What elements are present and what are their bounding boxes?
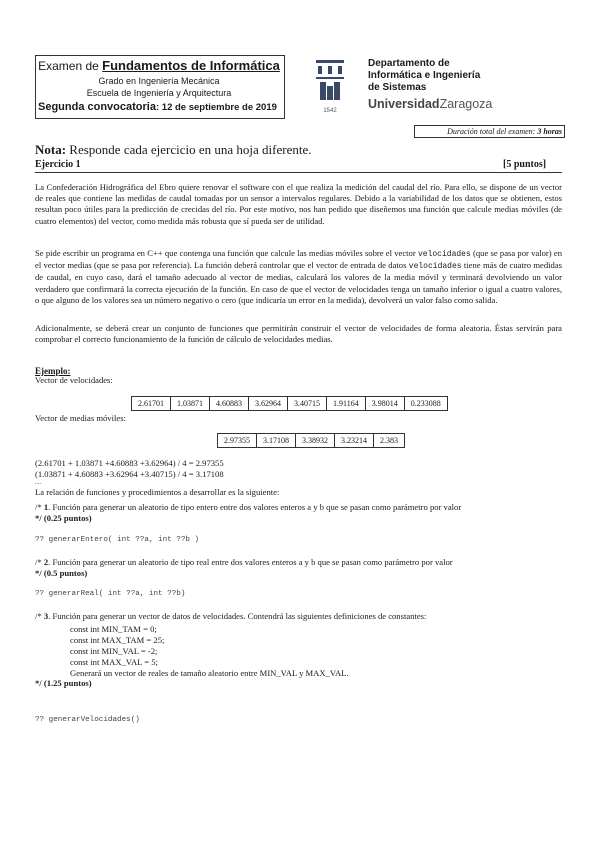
duration-box: [414, 125, 565, 138]
convocatoria-date: : 12 de septiembre de 2019: [155, 102, 277, 113]
table-cell: 2.383: [374, 434, 405, 448]
ellipsis: ....: [35, 480, 41, 486]
table-cell: 3.98014: [365, 397, 404, 411]
comment-open: /*: [35, 611, 44, 621]
department-line: de Sistemas: [368, 82, 427, 93]
medias-table: [217, 433, 405, 448]
function-1-prototype: ?? generarEntero( int ??a, int ??b ): [35, 536, 200, 544]
comment-open: /*: [35, 557, 44, 567]
department-name: [368, 58, 480, 94]
duration-label: Duración total del examen:: [447, 127, 538, 136]
exercise-title: Ejercicio 1: [35, 159, 81, 170]
function-2-prototype: ?? generarReal( int ??a, int ??b): [35, 590, 186, 598]
table-cell: 3.38932: [296, 434, 335, 448]
function-3-description: [35, 611, 562, 622]
function-number: 2: [43, 557, 49, 567]
table-cell: 2.97355: [218, 434, 257, 448]
convocatoria: [38, 101, 283, 113]
table-cell: 3.40715: [288, 397, 327, 411]
table-cell: 4.60883: [210, 397, 249, 411]
exercise-points: [5 puntos]: [503, 159, 547, 170]
paragraph-intro: La Confederación Hidrográfica del Ebro quiere renovar el software con el que realiza la medición del caudal del río. Para ello, se dispone de un vector de reales que contiene las medidas de caudal tomadas por un sensor a intervalos regulares. Debido a la variabilidad de los datos que se obtienen, estos resultan poco útiles para la predicción de crecidas del río. Por este motivo, nos han pedido que diseñemos una función que calcule medias móviles (de cuatro elementos) del vector, como medida más robusta que sí pueda ser de utilidad.: [35, 182, 562, 226]
table-cell: 0.233088: [404, 397, 447, 411]
table-row: [132, 397, 448, 411]
department-line: Informática e Ingeniería: [368, 70, 481, 81]
paragraph-task: [35, 248, 562, 306]
paragraph-additional: Adicionalmente, se deberá crear un conjunto de funciones que permitirán construir el vector de velocidades de forma aleatoria. Éstas servirán para comprobar el correcto funcionamiento de la función de cálculo de velocidades medias.: [35, 323, 562, 345]
university-name-light: Zaragoza: [439, 97, 493, 111]
function-number: 3: [43, 611, 49, 621]
function-2-description: [35, 557, 562, 579]
table-cell: 1.03871: [171, 397, 210, 411]
university-name-bold: Universidad: [368, 97, 440, 111]
function-text: . Función para generar un vector de datos de velocidades. Contendrá las siguientes definiciones de constantes:: [48, 611, 427, 621]
calculation-line: (2.61701 + 1.03871 +4.60883 +3.62964) / 4 = 2.97355: [35, 458, 224, 468]
note-label: Nota:: [35, 142, 67, 157]
divider: [35, 172, 562, 173]
constant-definition: const int MAX_TAM = 25;: [70, 635, 165, 645]
function-points: */ (1.25 puntos): [35, 678, 92, 688]
department-line: Departamento de: [368, 58, 450, 69]
function-points: */ (0.5 puntos): [35, 568, 88, 578]
table-row: [218, 434, 405, 448]
functions-intro: La relación de funciones y procedimientos a desarrollar es la siguiente:: [35, 487, 280, 497]
convocatoria-label: Segunda convocatoria: [38, 101, 156, 113]
function-1-description: [35, 502, 562, 524]
table-cell: 3.62964: [249, 397, 288, 411]
constant-definition: const int MAX_VAL = 5;: [70, 657, 158, 667]
note: [35, 142, 312, 158]
paragraph-text: (que se pasa por valor) en el vector medias (que se pasa por referencia). La función deberá controlar que el vector de entrada de datos: [35, 248, 562, 271]
function-text: . Función para generar un aleatorio de tipo entero entre dos valores enteros a y b que se pasan como parámetro por valor: [48, 502, 462, 512]
velocidades-table: [131, 396, 448, 411]
function-text: . Función para generar un aleatorio de tipo real entre dos valores enteros a y b que se pasan como parámetro por valor: [48, 557, 453, 567]
medias-label: Vector de medias móviles:: [35, 413, 126, 423]
degree-name: Grado en Ingeniería Mecánica: [98, 76, 220, 86]
paragraph-text: tiene más de cuatro medidas de caudal, en cuyo caso, dará el tamaño adecuado al vector de medias, calculará los valores de la media móvil y terminará devolviendo un valor verdadero que confirmará la correcta ejecución de la función. En caso de que el vector de velocidades tenga un tamaño inferior o igual a cuatro valores, o que alguno de los valores sea un número negativo o cero (que indicaría un error en la medida), devolverá un valor falso como salida.: [35, 260, 562, 305]
function-3-prototype: ?? generarVelocidades(): [35, 716, 140, 724]
paragraph-text: Se pide escribir un programa en C++ que contenga una función que calcule las medias móviles sobre el vector: [35, 248, 418, 258]
function-number: 1: [43, 502, 49, 512]
comment-open: /*: [35, 502, 44, 512]
logo-year: 1542: [323, 108, 337, 114]
example-title: Ejemplo:: [35, 366, 71, 376]
table-cell: 3.17108: [257, 434, 296, 448]
university-logo-icon: [312, 56, 348, 116]
velocidades-label: Vector de velocidades:: [35, 375, 113, 385]
code-identifier: velocidades: [408, 262, 462, 272]
subject-name: Fundamentos de Informática: [102, 58, 280, 73]
constant-definition: const int MIN_VAL = -2;: [70, 646, 158, 656]
function-3-generation-note: Generará un vector de reales de tamaño aleatorio entre MIN_VAL y MAX_VAL.: [70, 668, 349, 678]
code-identifier: velocidades: [417, 250, 471, 259]
table-cell: 1.91164: [327, 397, 366, 411]
note-text: Responde cada ejercicio en una hoja diferente.: [66, 142, 312, 157]
exam-prefix: Examen de: [38, 59, 103, 73]
exam-title: [35, 58, 283, 73]
constant-definition: const int MIN_TAM = 0;: [70, 624, 157, 634]
function-points: */ (0.25 puntos): [35, 513, 92, 523]
constants-list: [70, 624, 164, 668]
table-cell: 2.61701: [132, 397, 171, 411]
school-name: Escuela de Ingeniería y Arquitectura: [86, 88, 232, 98]
duration-value: 3 horas: [537, 127, 562, 136]
calculation-line: (1.03871 + 4.60883 +3.62964 +3.40715) / 4 = 3.17108: [35, 469, 224, 479]
table-cell: 3.23214: [335, 434, 374, 448]
university-name: [368, 97, 492, 111]
